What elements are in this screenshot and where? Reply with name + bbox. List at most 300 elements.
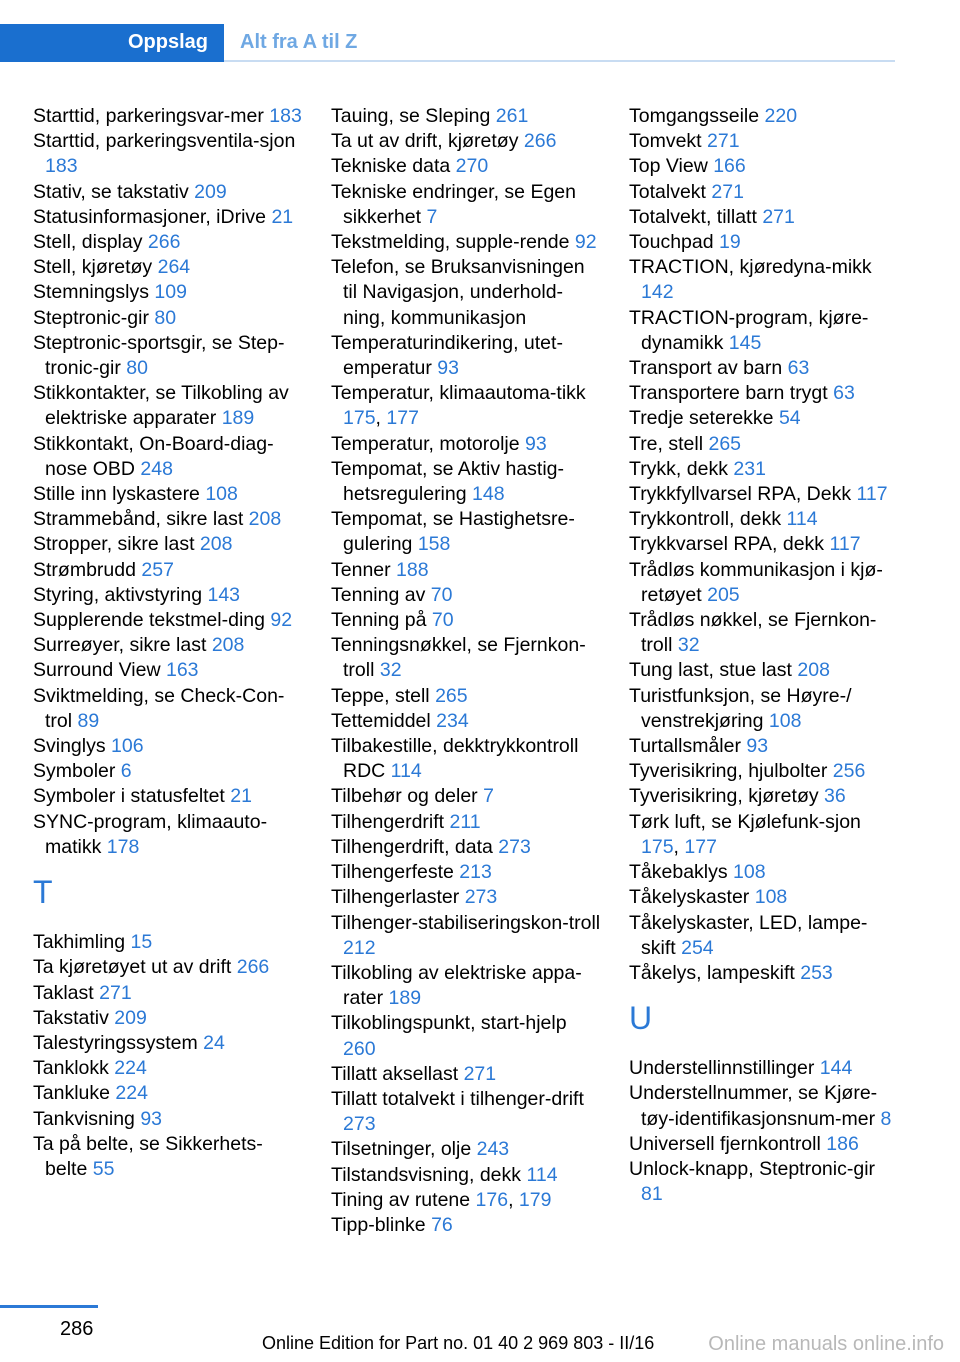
page-link[interactable]: 178 [106, 835, 140, 858]
entry-term: Trådløs kommunikasjon i kjø-retøyet [629, 558, 883, 606]
page-link[interactable]: 266 [236, 956, 270, 979]
entry-term: Stikkontakter, se Tilkobling av elektriske apparater [33, 382, 289, 430]
entry-term: Transportere barn trygt [629, 382, 828, 405]
index-entry [629, 432, 899, 457]
page-link[interactable]: 234 [436, 709, 469, 732]
entry-term: Stell, kjøretøy [33, 256, 153, 279]
index-entry [331, 1011, 601, 1061]
entry-term: Stille inn lyskastere [33, 483, 200, 506]
entry-term: Starttid, parkeringsventila-sjon [33, 130, 296, 153]
index-entry [629, 860, 899, 885]
page-link[interactable]: 208 [248, 508, 282, 531]
index-entry [629, 734, 899, 759]
index-entry [33, 205, 303, 230]
entry-term: Teppe, stell [331, 684, 430, 707]
entry-term: Tankluke [33, 1082, 110, 1105]
entry-term: Tilhengerdrift [331, 810, 445, 833]
entry-term: Tettemiddel [331, 709, 431, 732]
index-entry [629, 911, 899, 961]
entry-term: Tankvisning [33, 1107, 135, 1130]
entry-term: Tre, stell [629, 432, 704, 455]
index-entry [629, 381, 899, 406]
index-entry [331, 885, 601, 910]
index-entry [33, 1031, 303, 1056]
page-link[interactable]: 189 [221, 407, 255, 430]
page-link[interactable]: 243 [476, 1138, 510, 1161]
tab-oppslag[interactable]: Oppslag [0, 24, 224, 62]
index-entry [33, 930, 303, 955]
entry-term: Tenning på [331, 609, 427, 632]
index-entry [331, 558, 601, 583]
page-link[interactable]: 248 [140, 457, 173, 480]
entry-term: Unlock-knapp, Steptronic-gir [629, 1157, 876, 1180]
page-link[interactable]: 220 [764, 105, 798, 127]
page-link[interactable]: 55 [92, 1157, 115, 1180]
entry-term: Trykkvarsel RPA, dekk [629, 533, 825, 556]
index-entry [629, 154, 899, 179]
page-link[interactable]: 24 [203, 1031, 225, 1054]
entry-term: Trådløs nøkkel, se Fjernkon-troll [629, 609, 877, 657]
page-link[interactable]: 54 [778, 407, 801, 430]
entry-term: Takhimling [33, 931, 126, 954]
index-entry [33, 684, 303, 734]
entry-term: Understellinnstillinger [629, 1057, 815, 1080]
index-entry [331, 810, 601, 835]
page-link[interactable]: 148 [472, 483, 505, 506]
entry-term: Tåkebaklys [629, 861, 728, 884]
index-entry [629, 608, 899, 658]
entry-term: Tilhenger-stabiliseringskon-troll [331, 911, 601, 934]
index-entry: Tining av rutene 176, 179 [331, 1188, 552, 1211]
page-link[interactable]: 189 [388, 987, 422, 1010]
entry-term: Universell fjernkontroll [629, 1132, 821, 1155]
page-link[interactable]: 32 [677, 634, 700, 657]
index-entry [33, 1006, 303, 1031]
index-entry [33, 230, 303, 255]
page-link[interactable]: 21 [230, 785, 252, 808]
page-link[interactable]: 176 [475, 1188, 509, 1211]
entry-term: Totalvekt, tillatt [629, 205, 757, 228]
page-link[interactable]: 179 [518, 1188, 552, 1211]
page-link[interactable]: 108 [754, 886, 788, 909]
page-link[interactable]: 93 [525, 432, 547, 455]
index-entry [331, 432, 601, 457]
page-link[interactable]: 209 [194, 180, 227, 203]
page-link[interactable]: 21 [271, 205, 294, 228]
index-entry [629, 1056, 899, 1081]
entry-term: Tenning av [331, 583, 426, 606]
entry-term: Styring, aktivstyring [33, 583, 203, 606]
index-column-1 [33, 104, 303, 1182]
page-link[interactable]: 7 [426, 205, 438, 228]
index-entry: Tørk luft, se Kjølefunk-sjon 175, 177 [629, 810, 861, 858]
entry-term: Tining av rutene [331, 1188, 471, 1211]
index-entry [33, 1132, 303, 1182]
index-entry [331, 230, 601, 255]
index-entry [331, 583, 601, 608]
index-entry [33, 759, 303, 784]
page-link[interactable]: 254 [681, 936, 714, 959]
entry-term: Takstativ [33, 1006, 109, 1029]
entry-term: Starttid, parkeringsvar-mer [33, 105, 264, 127]
page-link[interactable]: 8 [880, 1107, 892, 1130]
entry-term: Turtallsmåler [629, 735, 741, 758]
entry-term: Strammebånd, sikre last [33, 508, 244, 531]
page-link[interactable]: 260 [343, 1037, 376, 1060]
entry-term: Tipp-blinke [331, 1213, 426, 1236]
index-entry [33, 381, 303, 431]
index-entry [33, 955, 303, 980]
entry-term: Trykk, dekk [629, 457, 728, 480]
entry-term: Tyverisikring, hjulbolter [629, 760, 828, 783]
page-link[interactable]: 7 [483, 785, 494, 808]
page-link[interactable]: 256 [832, 760, 866, 783]
page-link[interactable]: 177 [684, 835, 717, 858]
entry-term: Steptronic-gir [33, 306, 149, 329]
entry-term: Tempomat, se Hastighetsre-gulering [331, 508, 575, 556]
index-entry [331, 860, 601, 885]
index-entry [629, 961, 899, 986]
page-link[interactable]: 81 [641, 1183, 663, 1206]
page-link[interactable]: 70 [430, 583, 453, 606]
entry-term: Tilhengerdrift, data [331, 835, 493, 858]
page-link[interactable]: 261 [495, 105, 529, 127]
page-link[interactable]: 213 [459, 861, 492, 884]
index-entry [331, 154, 601, 179]
page-link[interactable]: 273 [464, 886, 498, 909]
entry-term: Tørk luft, se Kjølefunk-sjon [629, 810, 861, 833]
index-entry [629, 180, 899, 205]
page-link[interactable]: 92 [574, 231, 597, 254]
page-link[interactable]: 15 [130, 931, 153, 954]
index-entry [33, 558, 303, 583]
page-link[interactable]: 36 [824, 785, 846, 808]
header [0, 24, 895, 62]
entry-term: Statusinformasjoner, iDrive [33, 205, 267, 228]
entry-term: Taklast [33, 981, 94, 1004]
entry-term: Tilkoblingspunkt, start-hjelp [331, 1012, 567, 1035]
entry-term: Symboler i statusfeltet [33, 785, 225, 808]
page-link[interactable]: 271 [99, 981, 132, 1004]
page-link[interactable]: 63 [833, 382, 855, 405]
index-entry [331, 457, 601, 507]
index-entry [629, 129, 899, 154]
page-link[interactable]: 114 [786, 508, 818, 531]
entry-term: Strømbrudd [33, 558, 136, 581]
entry-term: Ta kjøretøyet ut av drift [33, 956, 232, 979]
page-link[interactable]: 273 [343, 1113, 376, 1136]
entry-term: Tredje seterekke [629, 407, 774, 430]
index-entry [331, 104, 601, 129]
entry-term: Surreøyer, sikre last [33, 634, 207, 657]
entry-term: Touchpad [629, 231, 714, 254]
page-link[interactable]: 257 [141, 558, 174, 581]
page-link[interactable]: 186 [826, 1132, 859, 1155]
page-link[interactable]: 163 [165, 659, 199, 682]
index-letter: T [33, 874, 53, 911]
entry-term: Stropper, sikre last [33, 533, 195, 556]
entry-term: Stell, display [33, 231, 143, 254]
page-link[interactable]: 6 [120, 760, 132, 783]
page-link[interactable]: 114 [390, 760, 422, 783]
entry-term: Trykkfyllvarsel RPA, Dekk [629, 483, 852, 506]
page-link[interactable]: 144 [819, 1057, 853, 1080]
page-link[interactable]: 208 [199, 533, 233, 556]
entry-term: Tåkelys, lampeskift [629, 961, 795, 984]
index-entry [629, 255, 899, 305]
entry-term: Tilhengerlaster [331, 886, 460, 909]
page-link[interactable]: 106 [111, 735, 144, 758]
entry-term: Trykkontroll, dekk [629, 508, 782, 531]
entry-term: Surround View [33, 659, 161, 682]
index-entry [33, 981, 303, 1006]
page-link[interactable]: 224 [115, 1082, 148, 1105]
watermark: Online manuals online.info [708, 1333, 944, 1355]
index-entry [33, 104, 303, 129]
index-entry [629, 658, 899, 683]
page-link[interactable]: 109 [154, 281, 187, 304]
entry-term: Tauing, se Sleping [331, 105, 491, 127]
entry-term: Talestyringssystem [33, 1031, 198, 1054]
entry-term: Tomvekt [629, 130, 702, 153]
page-link[interactable]: 266 [523, 130, 557, 153]
page-link[interactable]: 271 [707, 130, 740, 153]
page-link[interactable]: 271 [463, 1062, 497, 1085]
entry-term: Tenner [331, 558, 391, 581]
page-link[interactable]: 108 [733, 861, 766, 884]
entry-term: Temperatur, klimaautoma-tikk [331, 382, 586, 405]
entry-term: Svinglys [33, 735, 106, 758]
page-link[interactable]: 264 [157, 256, 191, 279]
index-entry [629, 507, 899, 532]
page-link[interactable]: 175 [641, 835, 674, 858]
page-link[interactable]: 209 [114, 1006, 147, 1029]
header-rule [224, 60, 895, 62]
index-entry [629, 684, 899, 734]
entry-term: TRACTION, kjøredyna-mikk [629, 256, 872, 279]
index-entry [331, 1163, 601, 1188]
entry-term: Temperatur, motorolje [331, 432, 520, 455]
entry-term: Tomgangsseile [629, 105, 760, 127]
entry-term: Tekstmelding, supple-rende [331, 231, 570, 254]
page-link[interactable]: 224 [114, 1057, 147, 1080]
page-link[interactable]: 271 [711, 180, 744, 203]
index-entry [331, 911, 601, 961]
page-link[interactable]: 32 [379, 659, 402, 682]
entry-term: Sviktmelding, se Check-Con-trol [33, 684, 285, 732]
page-link[interactable]: 183 [269, 105, 302, 127]
index-entry [331, 129, 601, 154]
footer-rule [0, 1305, 98, 1308]
entry-term: Transport av barn [629, 357, 783, 380]
index-entry [331, 1213, 601, 1238]
page-link[interactable]: 19 [719, 231, 741, 254]
index-entry [33, 482, 303, 507]
index-entry [33, 532, 303, 557]
index-entry [33, 608, 303, 633]
entry-term: Tilbakestille, dekktrykkontroll RDC [331, 735, 579, 783]
index-entry [629, 457, 899, 482]
page-link[interactable]: 80 [154, 306, 177, 329]
entry-term: Understellnummer, se Kjøre-tøy-identifikasjonsnum-mer [629, 1082, 878, 1130]
index-entry [33, 255, 303, 280]
entry-term: Steptronic-sportsgir, se Step-tronic-gir [33, 331, 285, 380]
page-link[interactable]: 208 [797, 659, 830, 682]
index-entry [33, 331, 303, 381]
entry-term: Tempomat, se Aktiv hastig-hetsregulering [331, 457, 565, 506]
page-link[interactable]: 212 [343, 936, 376, 959]
index-entry [629, 230, 899, 255]
index-entry [331, 709, 601, 734]
entry-term: Stikkontakt, On-Board-diag-nose OBD [33, 432, 274, 480]
entry-term: Tilbehør og deler [331, 785, 478, 808]
index-entry [33, 432, 303, 482]
index-entry [33, 583, 303, 608]
index-entry [331, 608, 601, 633]
entry-term: SYNC-program, klimaauto-matikk [33, 810, 268, 858]
index-entry [33, 810, 303, 860]
entry-term: Telefon, se Bruksanvisningen til Navigasjon, underhold-ning, kommunikasjon [331, 256, 585, 329]
entry-term: Tanklokk [33, 1057, 109, 1080]
page-link[interactable]: 158 [417, 533, 451, 556]
page-link[interactable]: 265 [435, 684, 468, 707]
index-entry [629, 759, 899, 784]
entry-term: Tilhengerfeste [331, 861, 454, 884]
index-entry [629, 104, 899, 129]
page-link[interactable]: 208 [211, 634, 245, 657]
page-link[interactable]: 114 [526, 1163, 558, 1186]
page-link[interactable]: 266 [147, 231, 181, 254]
index-entry [33, 507, 303, 532]
entry-term: Ta ut av drift, kjøretøy [331, 130, 519, 153]
index-entry [629, 532, 899, 557]
index-entry [629, 406, 899, 431]
page-link[interactable]: 89 [77, 709, 100, 732]
index-entry [33, 129, 303, 179]
page-link[interactable]: 92 [270, 609, 293, 632]
page-link[interactable]: 231 [733, 457, 766, 480]
page-link[interactable]: 273 [498, 835, 531, 858]
page-link[interactable]: 271 [762, 205, 795, 228]
edition-text: Online Edition for Part no. 01 40 2 969 803 - II/16 [262, 1333, 655, 1353]
page-link[interactable]: 188 [396, 558, 429, 581]
entry-term: Symboler [33, 760, 116, 783]
entry-term: Turistfunksjon, se Høyre-/ venstrekjøring [629, 684, 852, 732]
index-entry [629, 885, 899, 910]
entry-term: Top View [629, 155, 708, 178]
index-entry [331, 507, 601, 557]
entry-term: Temperaturindikering, utet-emperatur [331, 331, 563, 380]
index-entry [33, 1107, 303, 1132]
index-column-2 [331, 104, 601, 1238]
page-link[interactable]: 166 [713, 155, 746, 178]
page-link[interactable]: 93 [746, 735, 769, 758]
index-entry [33, 734, 303, 759]
index-entry [629, 558, 899, 608]
entry-term: Tung last, stue last [629, 659, 792, 682]
index-entry [33, 784, 303, 809]
page-link[interactable]: 117 [856, 483, 888, 506]
index-letter: U [629, 1000, 653, 1037]
page-link[interactable]: 183 [45, 155, 78, 178]
index-entry [629, 1157, 899, 1207]
index-entry [629, 482, 899, 507]
entry-term: Tekniske data [331, 155, 451, 178]
index-entry [33, 280, 303, 305]
entry-term: TRACTION-program, kjøre-dynamikk [629, 306, 869, 354]
index-entry [331, 1087, 601, 1137]
page-link[interactable]: 253 [800, 961, 833, 984]
tab-alt-fra-a-til-z[interactable]: Alt fra A til Z [240, 31, 358, 53]
page-link[interactable]: 108 [205, 483, 238, 506]
entry-term: Tilsetninger, olje [331, 1138, 472, 1161]
page-link[interactable]: 265 [708, 432, 742, 455]
entry-term: Tåkelyskaster, LED, lampe-skift [629, 911, 868, 959]
index-entry [331, 180, 601, 230]
index-entry [33, 180, 303, 205]
page-link[interactable]: 205 [707, 583, 740, 606]
index-entry [331, 1062, 601, 1087]
entry-term: Totalvekt [629, 180, 706, 203]
index-entry [629, 306, 899, 356]
page-link[interactable]: 142 [641, 281, 674, 304]
index-entry [33, 1056, 303, 1081]
entry-term: Supplerende tekstmel-ding [33, 609, 265, 632]
entry-term: Tåkelyskaster [629, 886, 750, 909]
page-link[interactable]: 143 [207, 583, 241, 606]
index-entry [331, 734, 601, 784]
index-entry [629, 784, 899, 809]
entry-term: Tillatt totalvekt i tilhenger-drift [331, 1087, 584, 1110]
page-link[interactable]: 76 [431, 1213, 453, 1236]
page-link[interactable]: 70 [431, 609, 454, 632]
index-entry [331, 784, 601, 809]
entry-term: Tekniske endringer, se Egen sikkerhet [331, 180, 576, 228]
entry-term: Tilstandsvisning, dekk [331, 1163, 522, 1186]
page-link[interactable]: 108 [768, 709, 802, 732]
index-entry [331, 684, 601, 709]
index-entry: Temperatur, klimaautoma-tikk 175, 177 [331, 382, 586, 430]
page-link[interactable]: 145 [728, 331, 762, 354]
index-column-3 [629, 104, 899, 1207]
page-link[interactable]: 93 [140, 1107, 163, 1130]
page-link[interactable]: 211 [449, 810, 481, 833]
page-link[interactable]: 175 [343, 407, 376, 430]
index-entry [33, 633, 303, 658]
index-entry [331, 331, 601, 381]
index-entry [331, 255, 601, 331]
entry-term: Tilkobling av elektriske appa-rater [331, 961, 582, 1010]
index-entry [331, 1137, 601, 1162]
page-link[interactable]: 80 [126, 357, 148, 380]
index-entry [33, 1081, 303, 1106]
page-link[interactable]: 270 [455, 155, 489, 178]
page-link[interactable]: 177 [386, 407, 419, 430]
index-entry [331, 961, 601, 1011]
page-number: 286 [60, 1318, 94, 1340]
index-entry [33, 658, 303, 683]
index-entry [629, 356, 899, 381]
index-entry [629, 1132, 899, 1157]
page-link[interactable]: 63 [787, 357, 810, 380]
entry-term: Tenningsnøkkel, se Fjernkon-troll [331, 634, 586, 682]
page-link[interactable]: 117 [829, 533, 861, 556]
page-link[interactable]: 93 [437, 357, 459, 380]
index-entry [331, 835, 601, 860]
entry-term: Stativ, se takstativ [33, 180, 189, 203]
index-entry [33, 306, 303, 331]
entry-term: Stemningslys [33, 281, 149, 304]
